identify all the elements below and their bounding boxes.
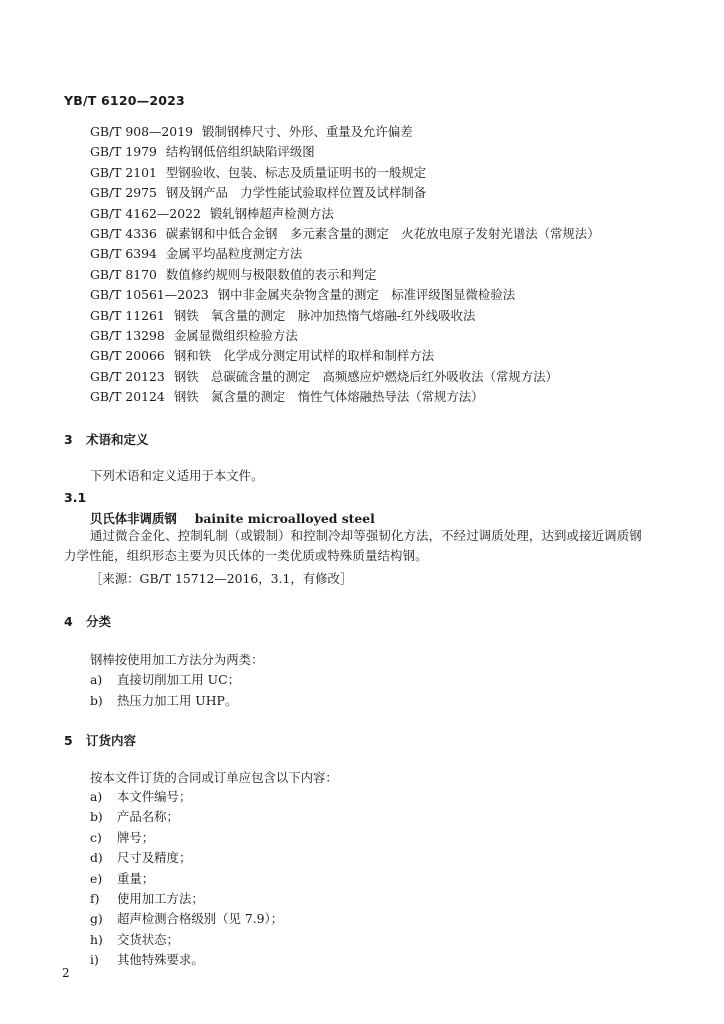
list-text: 重量； <box>117 870 155 886</box>
classification-list <box>90 669 240 711</box>
reference-code: GB/T 11261 <box>90 307 165 323</box>
term-number: 3.1 <box>64 490 87 505</box>
list-marker: d) <box>90 850 103 866</box>
list-marker: a) <box>90 672 103 687</box>
list-text: 本文件编号； <box>117 789 192 804</box>
reference-title: 型钢验收、包装、标志及质量证明书的一般规定 <box>165 164 427 180</box>
term-source: ［来源：GB/T 15712—2016，3.1，有修改］ <box>90 571 353 586</box>
reference-title: 金属平均晶粒度测定方法 <box>165 246 303 262</box>
list-text: 其他特殊要求。 <box>117 952 204 968</box>
list-marker: e) <box>90 870 103 886</box>
list-marker: a) <box>90 789 103 804</box>
standard-code-header: YB/T 6120—2023 <box>64 93 185 108</box>
list-marker: b) <box>90 693 103 708</box>
reference-code: GB/T 6394 <box>90 246 157 262</box>
reference-code: GB/T 20123 <box>90 368 165 384</box>
list-item <box>90 787 283 807</box>
reference-item <box>90 326 600 346</box>
list-item <box>90 930 283 950</box>
reference-item <box>90 122 600 142</box>
list-marker: h) <box>90 931 103 947</box>
reference-item <box>90 224 600 244</box>
term-english: bainite microalloyed steel <box>194 511 375 526</box>
reference-code: GB/T 20066 <box>90 348 165 364</box>
list-marker: f) <box>90 890 100 906</box>
list-item <box>90 848 283 868</box>
term-definition: 通过微合金化、控制轧制（或锻制）和控制冷却等强韧化方法，不经过调质处理，达到或接近调质钢力学性能，组织形态主要为贝氏体的一类优质或特殊质量结构钢。 <box>64 528 642 563</box>
reference-code: GB/T 4162—2022 <box>90 205 201 221</box>
reference-code: GB/T 20124 <box>90 389 165 405</box>
term-entry <box>90 509 375 527</box>
section-title: 术语和定义 <box>86 432 149 447</box>
reference-item <box>90 163 600 183</box>
list-item <box>90 889 283 909</box>
reference-code: GB/T 1979 <box>90 144 157 160</box>
list-text: 交货状态； <box>117 931 179 947</box>
list-item <box>90 690 240 711</box>
reference-title: 锻制钢棒尺寸、外形、重量及允许偏差 <box>201 124 413 139</box>
list-marker: c) <box>90 829 102 845</box>
list-text: 产品名称； <box>117 809 179 825</box>
section-4-heading <box>64 612 111 630</box>
section-3-intro: 下列术语和定义适用于本文件。 <box>90 468 264 483</box>
section-number: 5 <box>64 733 73 748</box>
reference-item <box>90 306 600 326</box>
reference-item <box>90 142 600 162</box>
section-3-heading <box>64 430 149 448</box>
list-text: 直接切削加工用 UC； <box>117 672 240 687</box>
reference-item <box>90 346 600 366</box>
reference-title: 钢铁 氮含量的测定 惰性气体熔融热导法（常规方法） <box>173 389 484 405</box>
list-marker: i) <box>90 952 99 968</box>
reference-title: 钢中非金属夹杂物含量的测定 标准评级图显微检验法 <box>217 287 516 303</box>
reference-code: GB/T 908—2019 <box>90 124 193 139</box>
reference-title: 钢及钢产品 力学性能试验取样位置及试样制备 <box>165 185 427 201</box>
reference-title: 钢铁 总碳硫含量的测定 高频感应炉燃烧后红外吸收法（常规方法） <box>173 368 558 384</box>
list-marker: g) <box>90 911 103 927</box>
reference-item <box>90 387 600 407</box>
section-5-intro: 按本文件订货的合同或订单应包含以下内容： <box>90 770 338 785</box>
list-text: 热压力加工用 UHP。 <box>117 693 238 708</box>
list-text: 超声检测合格级别（见 7.9）； <box>117 911 284 927</box>
reference-title: 结构钢低倍组织缺陷评级图 <box>165 144 315 160</box>
page-number: 2 <box>62 966 70 980</box>
reference-item <box>90 367 600 387</box>
reference-item <box>90 244 600 264</box>
section-title: 订货内容 <box>86 733 137 748</box>
reference-title: 碳素钢和中低合金钢 多元素含量的测定 火花放电原子发射光谱法（常规法） <box>165 225 600 241</box>
reference-title: 锻轧钢棒超声检测方法 <box>209 205 334 221</box>
list-text: 使用加工方法； <box>117 890 204 906</box>
list-text: 尺寸及精度； <box>117 850 192 866</box>
section-title: 分类 <box>86 614 112 629</box>
list-item <box>90 950 283 970</box>
reference-code: GB/T 13298 <box>90 327 165 343</box>
list-item <box>90 869 283 889</box>
reference-title: 钢和铁 化学成分测定用试样的取样和制样方法 <box>173 348 435 364</box>
section-5-heading <box>64 731 136 749</box>
list-item <box>90 828 283 848</box>
reference-title: 金属显微组织检验方法 <box>173 327 298 343</box>
reference-code: GB/T 4336 <box>90 225 157 241</box>
reference-title: 数值修约规则与极限数值的表示和判定 <box>165 266 377 282</box>
reference-code: GB/T 2975 <box>90 185 157 201</box>
section-number: 4 <box>64 614 73 629</box>
reference-code: GB/T 8170 <box>90 266 157 282</box>
list-item <box>90 909 283 929</box>
reference-item <box>90 285 600 305</box>
reference-code: GB/T 2101 <box>90 164 157 180</box>
reference-item <box>90 204 600 224</box>
list-item <box>90 669 240 690</box>
reference-title: 钢铁 氧含量的测定 脉冲加热惰气熔融-红外线吸收法 <box>173 307 476 323</box>
order-content-list <box>90 787 283 971</box>
reference-item <box>90 265 600 285</box>
normative-references-list <box>90 122 600 407</box>
list-marker: b) <box>90 809 103 825</box>
list-text: 牌号； <box>117 829 155 845</box>
term-chinese: 贝氏体非调质钢 <box>90 511 177 526</box>
reference-code: GB/T 10561—2023 <box>90 287 209 303</box>
list-item <box>90 807 283 827</box>
section-number: 3 <box>64 432 73 447</box>
section-4-intro: 钢棒按使用加工方法分为两类： <box>90 652 264 667</box>
reference-item <box>90 183 600 203</box>
